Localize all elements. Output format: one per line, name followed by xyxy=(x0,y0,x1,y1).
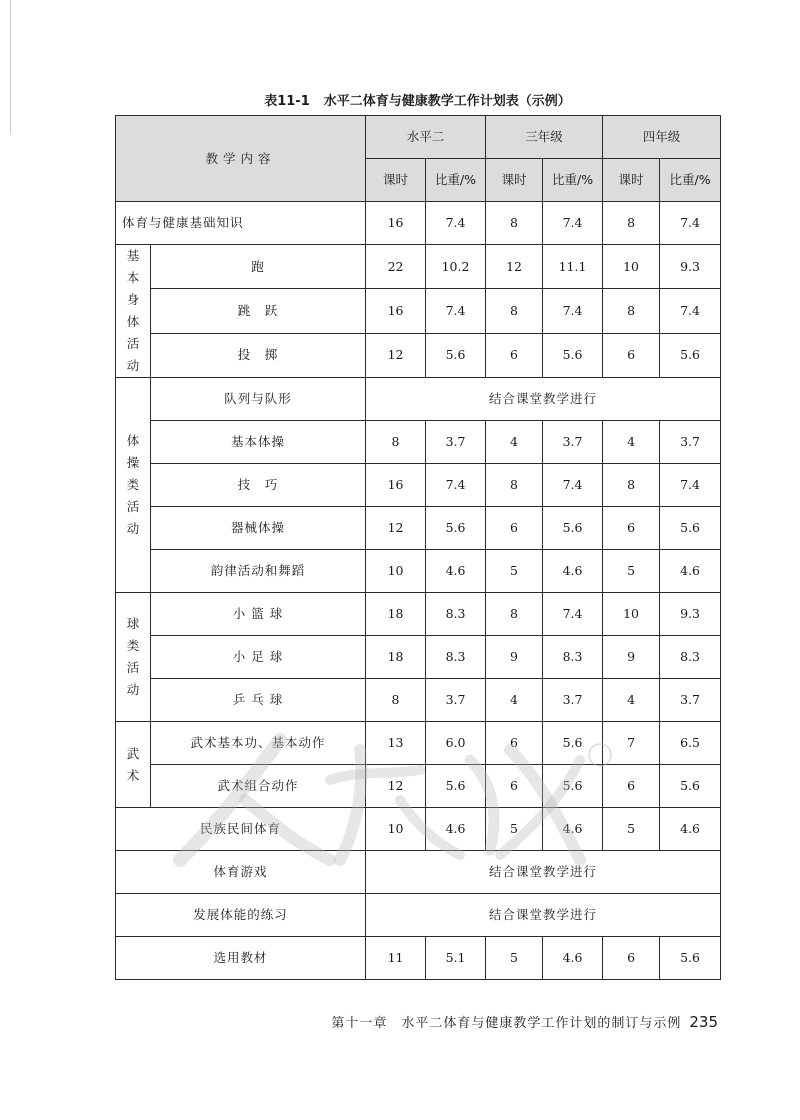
table-row xyxy=(116,765,721,808)
cell-value: 5 xyxy=(486,937,543,980)
table-caption xyxy=(115,90,720,109)
cell-value: 6 xyxy=(486,333,543,377)
category-wushu xyxy=(116,722,151,808)
cell-value: 4 xyxy=(603,421,660,464)
table-row xyxy=(116,507,721,550)
cell-value: 6 xyxy=(603,765,660,808)
category-char: 基 xyxy=(126,248,140,263)
header-group-level2: 水平二 xyxy=(366,116,486,159)
cell-value: 10 xyxy=(603,593,660,636)
cell-value: 8 xyxy=(603,202,660,245)
cell-value: 6 xyxy=(486,765,543,808)
table-row xyxy=(116,851,721,894)
cell-value: 6 xyxy=(603,333,660,377)
cell-value: 4.6 xyxy=(660,550,721,593)
row-note: 结合课堂教学进行 xyxy=(366,378,721,421)
cell-value: 4.6 xyxy=(660,808,721,851)
row-label: 小 篮 球 xyxy=(151,593,366,636)
cell-value: 8.3 xyxy=(426,593,486,636)
cell-value: 4 xyxy=(486,679,543,722)
category-gymnastics xyxy=(116,378,151,593)
cell-value: 12 xyxy=(486,245,543,289)
cell-value: 5.6 xyxy=(660,765,721,808)
row-label: 投 掷 xyxy=(151,333,366,377)
cell-value: 7.4 xyxy=(543,202,603,245)
chapter-title: 第十一章 水平二体育与健康教学工作计划的制订与示例 xyxy=(331,1016,682,1031)
header-hours: 课时 xyxy=(486,159,543,202)
row-label: 跑 xyxy=(151,245,366,289)
cell-value: 8 xyxy=(366,421,426,464)
cell-value: 5.6 xyxy=(660,333,721,377)
cell-value: 8.3 xyxy=(426,636,486,679)
cell-value: 4.6 xyxy=(543,937,603,980)
table-row xyxy=(116,894,721,937)
cell-value: 13 xyxy=(366,722,426,765)
cell-value: 18 xyxy=(366,636,426,679)
cell-value: 5 xyxy=(486,550,543,593)
cell-value: 6 xyxy=(603,937,660,980)
cell-value: 11.1 xyxy=(543,245,603,289)
category-char: 操 xyxy=(126,455,140,470)
cell-value: 9 xyxy=(603,636,660,679)
category-char: 术 xyxy=(126,767,140,783)
header-hours: 课时 xyxy=(603,159,660,202)
cell-value: 8 xyxy=(603,289,660,333)
cell-value: 5.6 xyxy=(426,765,486,808)
page-edge-line xyxy=(10,0,11,135)
category-char: 动 xyxy=(126,682,140,697)
row-label: 基本体操 xyxy=(151,421,366,464)
cell-value: 7.4 xyxy=(426,202,486,245)
cell-value: 5 xyxy=(486,808,543,851)
table-row xyxy=(116,333,721,377)
table-row xyxy=(116,636,721,679)
cell-value: 8 xyxy=(486,464,543,507)
category-char: 类 xyxy=(126,477,140,492)
row-label: 武术基本功、基本动作 xyxy=(151,722,366,765)
cell-value: 12 xyxy=(366,507,426,550)
cell-value: 7.4 xyxy=(660,464,721,507)
row-label: 武术组合动作 xyxy=(151,765,366,808)
teaching-plan-table xyxy=(115,115,721,980)
row-label: 体育游戏 xyxy=(116,851,366,894)
category-char: 武 xyxy=(126,745,140,761)
row-label: 韵律活动和舞蹈 xyxy=(151,550,366,593)
header-hours: 课时 xyxy=(366,159,426,202)
row-label: 体育与健康基础知识 xyxy=(116,202,366,245)
cell-value: 5.6 xyxy=(543,722,603,765)
cell-value: 6 xyxy=(486,722,543,765)
cell-value: 3.7 xyxy=(660,421,721,464)
row-label: 技 巧 xyxy=(151,464,366,507)
row-note: 结合课堂教学进行 xyxy=(366,851,721,894)
row-label: 民族民间体育 xyxy=(116,808,366,851)
category-char: 本 xyxy=(126,270,140,285)
header-group-grade3: 三年级 xyxy=(486,116,603,159)
table-row xyxy=(116,464,721,507)
row-note: 结合课堂教学进行 xyxy=(366,894,721,937)
category-char: 身 xyxy=(126,292,140,307)
category-char: 球 xyxy=(126,616,140,631)
cell-value: 7.4 xyxy=(660,202,721,245)
category-char: 动 xyxy=(126,521,140,536)
page-number: 235 xyxy=(689,1013,718,1031)
row-label: 发展体能的练习 xyxy=(116,894,366,937)
cell-value: 5 xyxy=(603,808,660,851)
category-char: 活 xyxy=(126,336,140,351)
table-row xyxy=(116,937,721,980)
category-body-activity xyxy=(116,245,151,378)
category-char: 体 xyxy=(126,314,140,329)
cell-value: 12 xyxy=(366,765,426,808)
row-label: 小 足 球 xyxy=(151,636,366,679)
cell-value: 5.6 xyxy=(543,765,603,808)
category-char: 活 xyxy=(126,499,140,514)
cell-value: 9 xyxy=(486,636,543,679)
cell-value: 5.6 xyxy=(543,333,603,377)
cell-value: 10 xyxy=(603,245,660,289)
cell-value: 4.6 xyxy=(426,808,486,851)
table-row xyxy=(116,289,721,333)
cell-value: 7 xyxy=(603,722,660,765)
cell-value: 6 xyxy=(486,507,543,550)
cell-value: 6.0 xyxy=(426,722,486,765)
table-row xyxy=(116,808,721,851)
header-ratio: 比重/% xyxy=(426,159,486,202)
table-row xyxy=(116,202,721,245)
row-label: 跳 跃 xyxy=(151,289,366,333)
row-label: 选用教材 xyxy=(116,937,366,980)
cell-value: 16 xyxy=(366,464,426,507)
cell-value: 4 xyxy=(486,421,543,464)
cell-value: 7.4 xyxy=(543,593,603,636)
cell-value: 9.3 xyxy=(660,593,721,636)
cell-value: 7.4 xyxy=(543,464,603,507)
table-number: 表11-1 xyxy=(264,94,310,109)
cell-value: 8 xyxy=(486,289,543,333)
category-char: 活 xyxy=(126,660,140,675)
cell-value: 5.6 xyxy=(543,507,603,550)
header-ratio: 比重/% xyxy=(660,159,721,202)
table-row xyxy=(116,550,721,593)
category-char: 类 xyxy=(126,638,140,653)
cell-value: 5.1 xyxy=(426,937,486,980)
cell-value: 5.6 xyxy=(426,507,486,550)
cell-value: 6.5 xyxy=(660,722,721,765)
cell-value: 9.3 xyxy=(660,245,721,289)
cell-value: 8.3 xyxy=(543,636,603,679)
table-row xyxy=(116,245,721,289)
cell-value: 3.7 xyxy=(660,679,721,722)
table-row xyxy=(116,593,721,636)
cell-value: 5.6 xyxy=(426,333,486,377)
row-label: 器械体操 xyxy=(151,507,366,550)
table-row xyxy=(116,679,721,722)
cell-value: 4.6 xyxy=(426,550,486,593)
header-content: 教学内容 xyxy=(116,116,366,202)
cell-value: 7.4 xyxy=(660,289,721,333)
cell-value: 7.4 xyxy=(543,289,603,333)
cell-value: 3.7 xyxy=(426,421,486,464)
cell-value: 3.7 xyxy=(426,679,486,722)
cell-value: 3.7 xyxy=(543,421,603,464)
cell-value: 6 xyxy=(603,507,660,550)
row-label: 乒 乓 球 xyxy=(151,679,366,722)
cell-value: 5.6 xyxy=(660,507,721,550)
cell-value: 16 xyxy=(366,202,426,245)
cell-value: 11 xyxy=(366,937,426,980)
header-ratio: 比重/% xyxy=(543,159,603,202)
page-footer xyxy=(331,1012,718,1031)
cell-value: 4.6 xyxy=(543,808,603,851)
cell-value: 8 xyxy=(603,464,660,507)
row-label: 队列与队形 xyxy=(151,378,366,421)
cell-value: 8 xyxy=(366,679,426,722)
cell-value: 22 xyxy=(366,245,426,289)
header-group-grade4: 四年级 xyxy=(603,116,721,159)
cell-value: 10 xyxy=(366,550,426,593)
table-row xyxy=(116,421,721,464)
table-title: 水平二体育与健康教学工作计划表（示例） xyxy=(323,94,571,109)
cell-value: 5.6 xyxy=(660,937,721,980)
cell-value: 12 xyxy=(366,333,426,377)
category-ball-games xyxy=(116,593,151,722)
cell-value: 4 xyxy=(603,679,660,722)
cell-value: 10 xyxy=(366,808,426,851)
cell-value: 16 xyxy=(366,289,426,333)
category-char: 动 xyxy=(126,358,140,373)
table-row xyxy=(116,722,721,765)
cell-value: 8 xyxy=(486,202,543,245)
cell-value: 8.3 xyxy=(660,636,721,679)
cell-value: 7.4 xyxy=(426,464,486,507)
cell-value: 5 xyxy=(603,550,660,593)
cell-value: 7.4 xyxy=(426,289,486,333)
cell-value: 18 xyxy=(366,593,426,636)
cell-value: 3.7 xyxy=(543,679,603,722)
cell-value: 10.2 xyxy=(426,245,486,289)
category-char: 体 xyxy=(126,433,140,448)
cell-value: 4.6 xyxy=(543,550,603,593)
table-row xyxy=(116,378,721,421)
cell-value: 8 xyxy=(486,593,543,636)
